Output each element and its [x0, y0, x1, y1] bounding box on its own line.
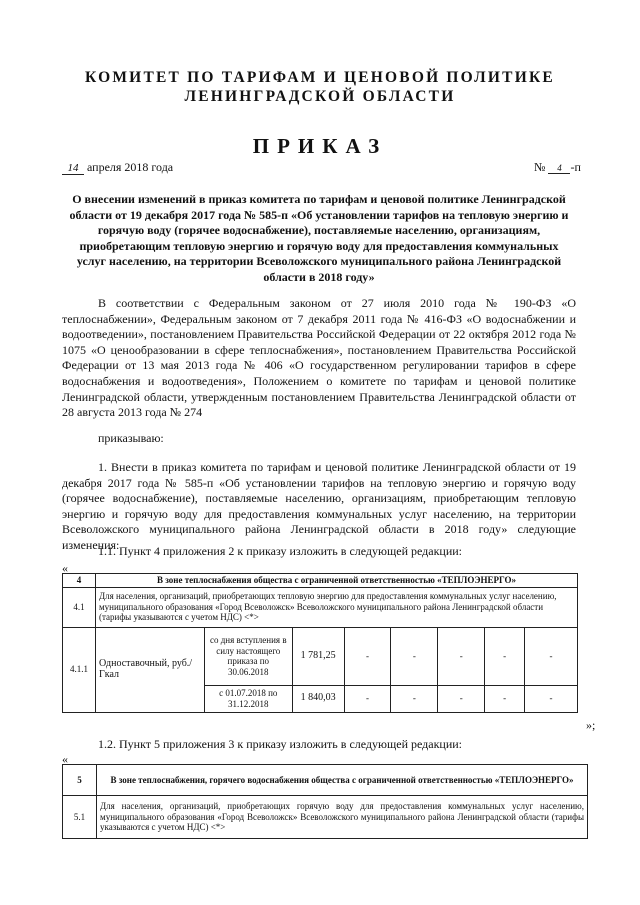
zone-header: В зоне теплоснабжения общества с ограниченной ответственностью «ТЕПЛОЭНЕРГО» [95, 574, 577, 588]
doc-type: ПРИКАЗ [252, 134, 388, 158]
doc-title: О внесении изменений в приказ комитета по тарифам и ценовой политике Ленинградской области от 19 декабря 2017 года № 585-п «Об установлении тарифов на тепловую энергию и горячую воду (горячее водоснабжение), поставляемые населению, организациям, приобретающим тепловую энергию и горячую воду для предоставления коммунальных услуг населению, на территории Всеволожского муниципального района Ленинградской области в 2018 году» [69, 192, 569, 284]
table-row [63, 574, 578, 588]
table-row [63, 587, 578, 627]
doc-number [534, 160, 581, 175]
committee-name [40, 68, 600, 106]
open-quote-2: « [62, 752, 68, 766]
preamble: В соответствии с Федеральным законом от 27 июля 2010 года № 190-ФЗ «О теплоснабжении», Федеральным законом от 7 декабря 2011 года № 416-ФЗ «О водоснабжении и водоотведении», постановлением Правительства Российской Федерации от 22 октября 2012 года № 1075 «О ценообразовании в сфере теплоснабжения», постановлением Правительства Российской Федерации от 13 мая 2013 года № 406 «О государственном регулировании тарифов в сфере водоснабжения и водоотведения», Положением о комитете по тарифам и ценовой политике Ленинградской области, утвержденным постановлением Правительства Ленинградской области от 28 августа 2013 года № 274 [62, 296, 576, 420]
item-1: 1. Внести в приказ комитета по тарифам и ценовой политике Ленинградской области от 19 декабря 2017 года № 585-п «Об установлении тарифов на тепловую энергию и горячую воду (горячее водоснабжение), поставляемые населению, организациям, приобретающим тепловую энергию и горячую воду для предоставления коммунальных услуг населению, на территории Всеволожского муниципального района Ленинградской области в 2018 году» следующие изменения: [62, 460, 576, 552]
tariff-value: 1 781,25 [292, 627, 344, 685]
doc-date [62, 160, 173, 175]
open-quote-1: « [62, 561, 68, 575]
committee-line-2: ЛЕНИНГРАДСКОЙ ОБЛАСТИ [184, 88, 456, 105]
empty-value: - [438, 685, 485, 712]
order-word: приказываю: [98, 431, 164, 445]
date-rest: апреля 2018 года [87, 160, 174, 174]
item-1-1: 1.1. Пункт 4 приложения 2 к приказу изложить в следующей редакции: [98, 544, 463, 558]
close-quote-1: »; [586, 718, 596, 732]
row-number: 5 [63, 765, 97, 796]
sub-description: Для населения, организаций, приобретающих горячую воду для предоставления коммунальных услуг населению, муниципального образования «Город Всеволожск» Всеволожского муниципального района Ленинградской области (тарифы указываются с учетом НДС) <*> [97, 796, 588, 839]
item-1-2: 1.2. Пункт 5 приложения 3 к приказу изложить в следующей редакции: [98, 737, 463, 751]
empty-value: - [391, 685, 438, 712]
empty-value: - [525, 685, 578, 712]
number-suffix: -п [570, 160, 581, 174]
empty-value: - [525, 627, 578, 685]
tariff-table-2 [62, 764, 588, 839]
sub-description: Для населения, организаций, приобретающих тепловую энергию для предоставления коммунальных услуг населению, муниципального образования «Город Всеволожск» Всеволожского муниципального района Ленинградской области (тарифы указываются с учетом НДС) <*> [95, 587, 577, 627]
empty-value: - [391, 627, 438, 685]
item-number: 4.1.1 [63, 627, 96, 712]
empty-value: - [485, 627, 525, 685]
sub-number: 4.1 [63, 587, 96, 627]
sub-number: 5.1 [63, 796, 97, 839]
table-row [63, 765, 588, 796]
item-label: Одноставочный, руб./Гкал [95, 627, 204, 712]
table-row [63, 796, 588, 839]
number-value: 4 [548, 163, 570, 174]
period-cell: с 01.07.2018 по 31.12.2018 [204, 685, 292, 712]
tariff-table-1 [62, 573, 578, 713]
date-day: 14 [62, 162, 84, 175]
row-number: 4 [63, 574, 96, 588]
empty-value: - [344, 627, 391, 685]
table-row [63, 627, 578, 685]
empty-value: - [344, 685, 391, 712]
empty-value: - [485, 685, 525, 712]
number-prefix: № [534, 160, 546, 174]
committee-line-1: КОМИТЕТ ПО ТАРИФАМ И ЦЕНОВОЙ ПОЛИТИКЕ [85, 69, 555, 86]
zone-header: В зоне теплоснабжения, горячего водоснабжения общества с ограниченной ответственностью «ТЕПЛОЭНЕРГО» [97, 765, 588, 796]
empty-value: - [438, 627, 485, 685]
tariff-value: 1 840,03 [292, 685, 344, 712]
period-cell: со дня вступления в силу настоящего приказа по 30.06.2018 [204, 627, 292, 685]
